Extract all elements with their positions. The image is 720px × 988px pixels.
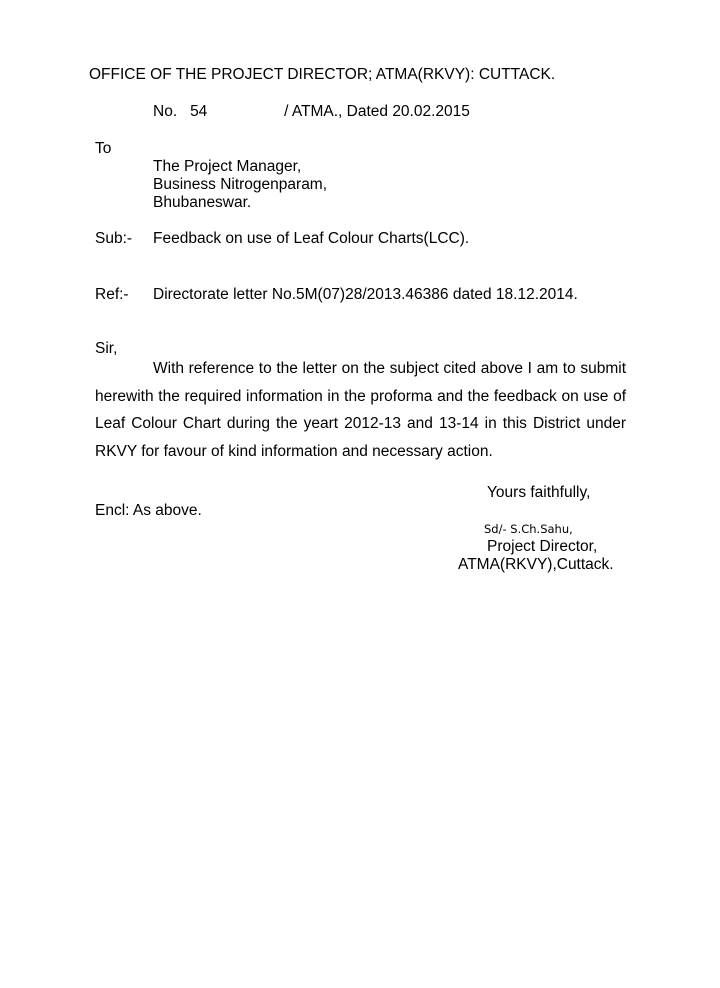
addressee-line: Business Nitrogenparam, bbox=[153, 176, 328, 193]
subject-label: Sub:- bbox=[95, 230, 133, 247]
reference-number-line bbox=[153, 103, 470, 121]
designation-office: ATMA(RKVY),Cuttack. bbox=[458, 556, 614, 573]
addressee-line: The Project Manager, bbox=[153, 158, 302, 175]
ref-text: Directorate letter No.5M(07)28/2013.46386 dated 18.12.2014. bbox=[153, 286, 578, 303]
designation: Project Director, bbox=[487, 538, 598, 555]
reference-suffix: / ATMA., Dated 20.02.2015 bbox=[284, 103, 470, 120]
salutation: Sir, bbox=[95, 340, 118, 357]
body-paragraph bbox=[95, 355, 626, 465]
signature: Sd/- S.Ch.Sahu, bbox=[484, 522, 573, 536]
reference-no-value: 54 bbox=[190, 103, 208, 120]
closing: Yours faithfully, bbox=[487, 484, 591, 501]
subject-text: Feedback on use of Leaf Colour Charts(LCC). bbox=[153, 230, 470, 247]
to-label: To bbox=[95, 140, 112, 157]
office-header: OFFICE OF THE PROJECT DIRECTOR; ATMA(RKVY): CUTTACK. bbox=[89, 66, 556, 83]
reference-no-label: No. bbox=[153, 103, 178, 120]
addressee-block bbox=[153, 158, 327, 212]
ref-label: Ref:- bbox=[95, 286, 129, 303]
addressee-line: Bhubaneswar. bbox=[153, 194, 252, 211]
enclosure-note: Encl: As above. bbox=[95, 502, 202, 519]
body-text: With reference to the letter on the subject cited above I am to submit herewith the required information in the proforma and the feedback on use of Leaf Colour Chart during the yeart 2012-13 and 13-14 in this District under RKVY for favour of kind information and necessary action. bbox=[95, 360, 626, 460]
